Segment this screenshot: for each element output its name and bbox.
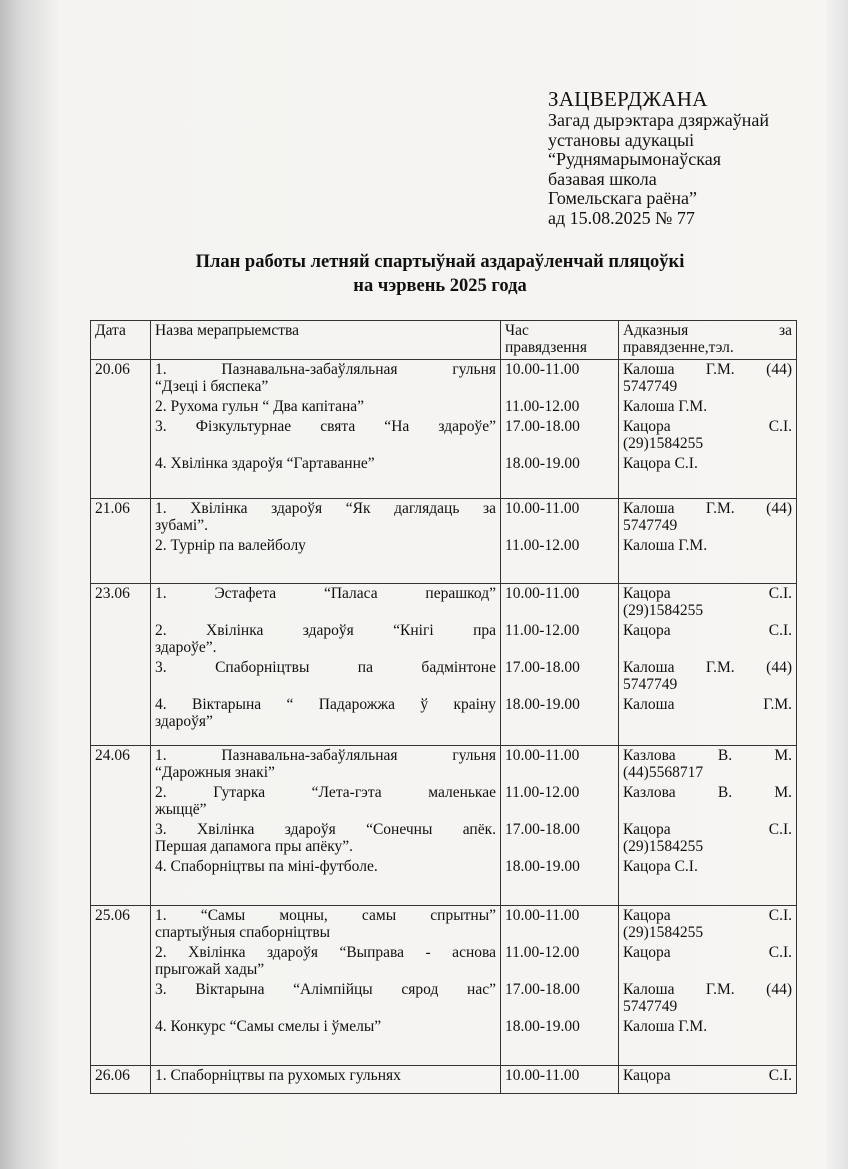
approval-line: Загад дырэктара дзяржаўнай: [548, 110, 769, 130]
time-line: [505, 378, 614, 395]
time-line: [505, 961, 614, 978]
event-line: здароўя”: [155, 713, 213, 730]
responsible-line: 5747749: [623, 676, 678, 693]
responsible-line: Кацора С.І.: [623, 907, 792, 924]
event-line: 2. Хвілінка здароўя “Кнігі пра: [155, 622, 496, 639]
time-line: 18.00-19.00: [505, 455, 580, 472]
responsible-line: Калоша Г.М.: [623, 1018, 708, 1035]
responsible-line: Кацора С.І.: [623, 585, 792, 602]
time-line: [505, 435, 614, 452]
event-line: 3. Віктарына “Алімпійцы сярод нас”: [155, 981, 496, 998]
event-line: [155, 676, 496, 693]
time-line: [505, 517, 614, 534]
event-line: [155, 998, 496, 1015]
title-line-2: на чэрвень 2025 года: [353, 276, 527, 296]
row-event-cell: [151, 499, 501, 584]
responsible-line: Калоша Г.М. (44): [623, 659, 792, 676]
row-time-cell: [501, 906, 619, 1066]
event-line: 4. Конкурс “Самы смелы і ўмелы”: [155, 1018, 382, 1035]
header-responsible-line: Адказныя за: [623, 322, 792, 339]
table-row: [91, 360, 797, 499]
header-date: Дата: [91, 321, 151, 360]
row-time-cell: [501, 584, 619, 746]
responsible-line: (44)5568717: [623, 764, 704, 781]
time-line: [505, 764, 614, 781]
row-responsible-cell: [619, 1066, 797, 1094]
responsible-line: 5747749: [623, 517, 678, 534]
header-time: Час правядзення: [501, 321, 619, 360]
event-line: 1. Пазнавальна-забаўляльная гульня: [155, 361, 496, 378]
responsible-line: Кацора С.І.: [623, 858, 698, 875]
title-line-1: План работы летняй спартыўнай аздараўленчай пляцоўкі: [195, 252, 685, 272]
event-line: 1. Эстафета “Паласа перашкод”: [155, 585, 496, 602]
time-line: [505, 998, 614, 1015]
responsible-line: Кацора С.І.: [623, 418, 792, 435]
row-responsible-cell: [619, 360, 797, 499]
table-row: [91, 1066, 797, 1094]
responsible-line: Калоша Г.М. (44): [623, 981, 792, 998]
responsible-line: Калоша Г.М.: [623, 696, 792, 713]
time-line: 17.00-18.00: [505, 821, 580, 838]
responsible-line: (29)1584255: [623, 602, 704, 619]
time-line: 11.00-12.00: [505, 622, 580, 639]
responsible-line: Кацора С.І.: [623, 821, 792, 838]
row-event-cell: [151, 906, 501, 1066]
approval-heading: ЗАЦВЕРДЖАНА: [548, 87, 708, 111]
event-line: 2. Турнір па валейболу: [155, 537, 306, 554]
event-line: [155, 602, 496, 619]
time-line: 18.00-19.00: [505, 696, 580, 713]
responsible-line: Кацора С.І.: [623, 1067, 792, 1084]
time-line: [505, 602, 614, 619]
approval-line: установы адукацыі: [548, 129, 695, 150]
row-time-cell: [501, 499, 619, 584]
time-line: [505, 801, 614, 818]
time-line: 18.00-19.00: [505, 858, 580, 875]
time-line: 11.00-12.00: [505, 944, 580, 961]
event-line: 4. Віктарына “ Падарожжа ў краіну: [155, 696, 496, 713]
document-title: [120, 250, 760, 298]
time-line: 10.00-11.00: [505, 907, 580, 924]
time-line: 10.00-11.00: [505, 747, 580, 764]
time-line: 17.00-18.00: [505, 659, 580, 676]
time-line: 11.00-12.00: [505, 398, 580, 415]
responsible-line: Калоша Г.М.: [623, 537, 708, 554]
row-time-cell: [501, 1066, 619, 1094]
row-date: 20.06: [91, 360, 151, 499]
time-line: [505, 713, 614, 730]
approval-line: базавая школа: [548, 168, 657, 189]
event-line: здароўе”.: [155, 639, 217, 656]
event-line: 1. Пазнавальна-забаўляльная гульня: [155, 747, 496, 764]
event-line: 4. Хвілінка здароўя “Гартаванне”: [155, 455, 375, 472]
responsible-line: (29)1584255: [623, 924, 704, 941]
row-event-cell: [151, 1066, 501, 1094]
event-line: прыгожай хады”: [155, 961, 265, 978]
event-line: “Дзеці і бяспека”: [155, 378, 269, 395]
responsible-line: [623, 639, 792, 656]
row-responsible-cell: [619, 584, 797, 746]
row-date: 21.06: [91, 499, 151, 584]
event-line: зубамі”.: [155, 517, 208, 534]
time-line: 17.00-18.00: [505, 981, 580, 998]
time-line: 10.00-11.00: [505, 500, 580, 517]
time-line: [505, 639, 614, 656]
event-line: 1. Хвілінка здароўя “Як даглядаць за: [155, 500, 496, 517]
responsible-line: Кацора С.І.: [623, 622, 792, 639]
header-responsible: [619, 321, 797, 360]
event-line: спартыўныя спаборніцтвы: [155, 924, 331, 941]
responsible-line: Калоша Г.М.: [623, 398, 708, 415]
event-line: 2. Гутарка “Лета-гэта маленькае: [155, 784, 496, 801]
approval-line: ад 15.08.2025 № 77: [548, 207, 695, 228]
event-line: 3. Спаборніцтвы па бадмінтоне: [155, 659, 496, 676]
responsible-line: [623, 801, 792, 818]
time-line: [505, 924, 614, 941]
event-line: Першая дапамога пры апёку”.: [155, 838, 354, 855]
time-line: [505, 838, 614, 855]
responsible-line: 5747749: [623, 378, 678, 395]
event-line: 3. Хвілінка здароўя “Сонечны апёк.: [155, 821, 496, 838]
responsible-line: Казлова В. М.: [623, 747, 792, 764]
responsible-line: Калоша Г.М. (44): [623, 500, 792, 517]
row-event-cell: [151, 360, 501, 499]
row-event-cell: [151, 746, 501, 906]
responsible-line: [623, 713, 792, 730]
row-responsible-cell: [619, 906, 797, 1066]
time-line: 18.00-19.00: [505, 1018, 580, 1035]
row-date: 25.06: [91, 906, 151, 1066]
table-row: [91, 906, 797, 1066]
time-line: 11.00-12.00: [505, 537, 580, 554]
time-line: 10.00-11.00: [505, 585, 580, 602]
table-row: [91, 746, 797, 906]
responsible-line: (29)1584255: [623, 838, 704, 855]
time-line: [505, 676, 614, 693]
event-line: жыццё”: [155, 801, 207, 818]
event-line: 1. “Самы моцны, самы спрытны”: [155, 907, 496, 924]
row-event-cell: [151, 584, 501, 746]
row-time-cell: [501, 360, 619, 499]
header-event: Назва мерапрыемства: [151, 321, 501, 360]
responsible-line: [623, 961, 792, 978]
responsible-line: (29)1584255: [623, 435, 704, 452]
row-date: 26.06: [91, 1066, 151, 1094]
approval-block: [548, 88, 769, 228]
responsible-line: Кацора С.І.: [623, 944, 792, 961]
approval-line: Гомельскага раёна”: [548, 188, 697, 208]
row-responsible-cell: [619, 746, 797, 906]
plan-table: [90, 320, 797, 1094]
time-line: 17.00-18.00: [505, 418, 580, 435]
row-responsible-cell: [619, 499, 797, 584]
row-date: 24.06: [91, 746, 151, 906]
table-header-row: [91, 321, 797, 360]
time-line: 10.00-11.00: [505, 1067, 580, 1084]
event-line: 1. Спаборніцтвы па рухомых гульнях: [155, 1067, 401, 1084]
event-line: 2. Рухома гульн “ Два капітана”: [155, 398, 365, 415]
responsible-line: Калоша Г.М. (44): [623, 361, 792, 378]
table-row: [91, 499, 797, 584]
event-line: [155, 435, 496, 452]
responsible-line: 5747749: [623, 998, 678, 1015]
approval-line: “Руднямарымонаўская: [548, 149, 722, 169]
header-responsible-line: правядзенне,тэл.: [623, 339, 734, 356]
responsible-line: Казлова В. М.: [623, 784, 792, 801]
row-date: 23.06: [91, 584, 151, 746]
time-line: 10.00-11.00: [505, 361, 580, 378]
event-line: 4. Спаборніцтвы па міні-футболе.: [155, 858, 378, 875]
responsible-line: Кацора С.І.: [623, 455, 698, 472]
event-line: 2. Хвілінка здароўя “Выправа - аснова: [155, 944, 496, 961]
page-edge-shadow: [826, 0, 848, 1169]
time-line: 11.00-12.00: [505, 784, 580, 801]
row-time-cell: [501, 746, 619, 906]
event-line: “Дарожныя знакі”: [155, 764, 275, 781]
event-line: 3. Фізкультурнае свята “На здароўе”: [155, 418, 496, 435]
table-row: [91, 584, 797, 746]
